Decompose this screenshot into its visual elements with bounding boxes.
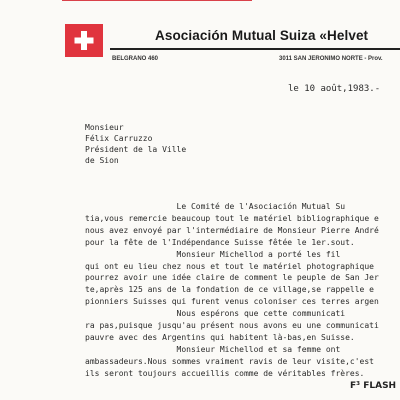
red-edge-line	[62, 0, 252, 1]
body-line: pourrez avoir une idée claire de comment le peuple de San Jer	[85, 273, 379, 283]
body-line: ils seront toujours accueillis comme de véritables frères.	[85, 368, 365, 378]
swiss-cross-graphic	[65, 24, 103, 57]
body-line: tia,vous remercie beaucoup tout le matériel bibliographique e	[85, 213, 379, 223]
addressee-block	[85, 122, 186, 166]
organization-name: Asociación Mutual Suiza «Helvet	[155, 28, 369, 43]
body-line: pour la fête de l'Indépendance Suisse fêtée le 1er.sout.	[85, 237, 355, 247]
addressee-line: Félix Carruzzo	[85, 134, 153, 143]
body-line: ra pas,puisque jusqu'au présent nous avons eu une communicati	[85, 321, 379, 331]
body-line: qui ont eu lieu chez nous et tout le matériel photographique	[85, 261, 374, 271]
body-line: Le Comité de l'Asociación Mutual Su	[85, 202, 346, 211]
body-line: ambassadeurs.Nous sommes vraiment ravis de leur visite,c'est	[85, 356, 374, 366]
address-city: 3011 SAN JERONIMO NORTE - Prov.	[279, 56, 383, 62]
flash-watermark: F³ FLASH	[350, 381, 397, 391]
addressee-line: de Sion	[85, 156, 119, 165]
letter-date: le 10 août,1983.-	[288, 84, 381, 94]
addressee-line: Monsieur	[85, 123, 124, 132]
body-line: pauvre avec des Argentins qui habitent là-bas,en Suisse.	[85, 332, 355, 342]
letter-body	[85, 201, 379, 380]
body-line: Monsieur Michellod a porté les fil	[85, 249, 341, 259]
body-line: nous avez envoyé par l'intermédiaire de Monsieur Pierre André	[85, 225, 379, 235]
letterhead-rule	[110, 48, 400, 50]
body-line: te,après 125 ans de la fondation de ce village,se rappelle e	[85, 285, 374, 295]
swiss-cross-icon	[65, 24, 103, 57]
address-street: BELGRANO 460	[112, 56, 159, 62]
body-line: Nous espérons que cette communicati	[85, 309, 346, 319]
body-line: Monsieur Michellod et sa femme ont	[85, 344, 341, 354]
body-line: pionniers Suisses qui furent venus coloniser ces terres argen	[85, 297, 379, 307]
addressee-line: Président de la Ville	[85, 145, 187, 154]
